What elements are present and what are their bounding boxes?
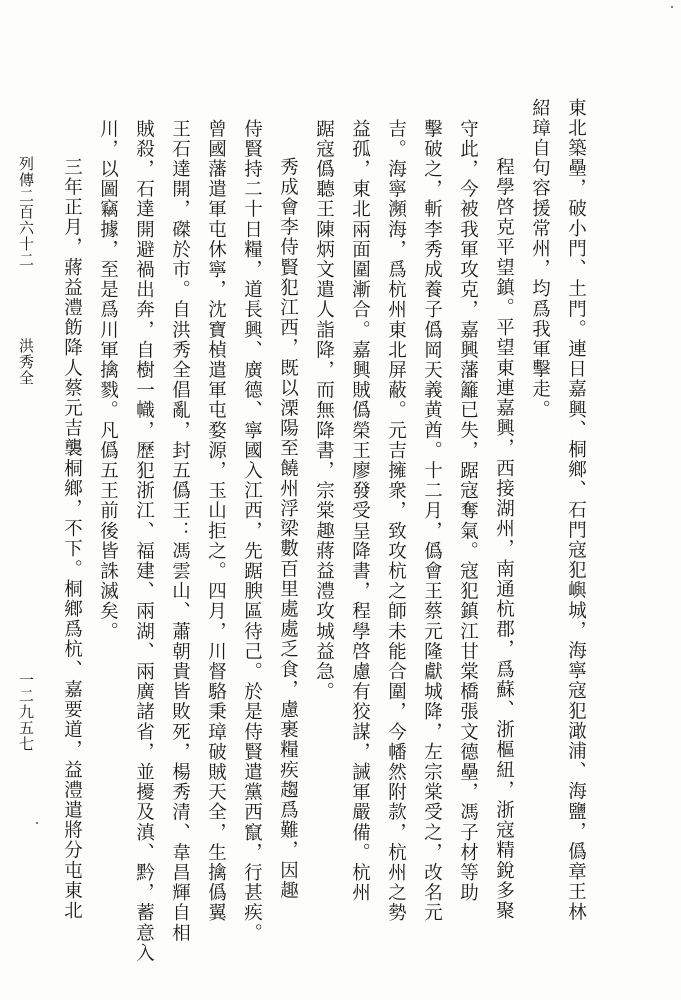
text-column-9: 秀成會李侍賢犯江西，既以溧陽至饒州浮梁數百里處處乏食，慮裹糧疾趨爲難，因趣 <box>277 157 299 901</box>
text-column-2: 紹璋自句容援常州，均爲我軍擊走。 <box>529 98 551 420</box>
text-column-12: 王石達開，磔於市。自洪秀全倡亂，封五僞王：馮雲山、蕭朝貴皆敗死，楊秀清、韋昌輝自相 <box>169 119 191 944</box>
print-speck <box>671 6 673 8</box>
text-column-8: 踞寇僞聽王陳炳文遣人詣降，而無降書，宗棠趣蔣益澧攻城益急。 <box>313 119 335 702</box>
text-column-4: 守此，今被我軍攻克，嘉興藩籬已失，踞寇奪氣。寇犯鎮江甘棠橋張文德壘，馮子材等助 <box>457 119 479 903</box>
text-column-5: 擊破之，斬李秀成養子僞岡天義黄酋。十二月，僞會王蔡元隆獻城降，左宗棠受之，改名元 <box>421 119 443 923</box>
text-column-6: 吉。海寧瀕海，爲杭州東北屏蔽。元吉擁衆，致攻杭之師未能合圍，今幡然附款，杭州之勢 <box>385 119 407 923</box>
text-column-1: 東北築壘，破小門、土門。連日嘉興、桐鄉、石門寇犯嶼城，海寧寇犯澉浦、海鹽，僞章王林 <box>565 98 587 923</box>
text-column-7: 益孤，東北兩面圍漸合。嘉興賊僞榮王廖發受呈降書，程學啓慮有狡謀，誡軍嚴備。杭州 <box>349 119 371 903</box>
biography-name: 洪秀全 <box>17 338 35 386</box>
text-column-3: 程學啓克平望鎮。平望東連嘉興，西接湖州，南通杭郡，爲蘇、浙樞紐，浙寇精銳多聚 <box>493 157 515 921</box>
text-column-11: 曾國藩遣軍屯休寧，沈寶楨遣軍屯婺源，玉山拒之。四月，川督駱秉璋破賊天全，生擒僞翼 <box>205 119 227 923</box>
print-speck <box>36 822 38 824</box>
text-column-13: 賊殺，石達開避禍出奔，自樹一幟，歷犯浙江、福建、兩湖、兩廣諸省，並擾及滇、黔，蓄意入 <box>133 119 155 964</box>
text-column-10: 侍賢持二十日糧，道長興、廣德、寧國入江西，先踞腴區待己。於是侍賢遣黨西竄，行甚疾。 <box>241 119 263 944</box>
text-column-15: 三年正月，蔣益澧飭降人蔡元吉襲桐鄉，不下。桐鄉爲杭、嘉要道，益澧遣將分屯東北 <box>61 157 83 921</box>
chapter-title: 列傳二百六十二 <box>17 156 35 268</box>
page-number: 一二九五七 <box>17 672 35 752</box>
text-column-14: 川，以圖竊據，至是爲川軍擒戮。凡僞五王前後皆誅滅矣。 <box>97 119 119 642</box>
